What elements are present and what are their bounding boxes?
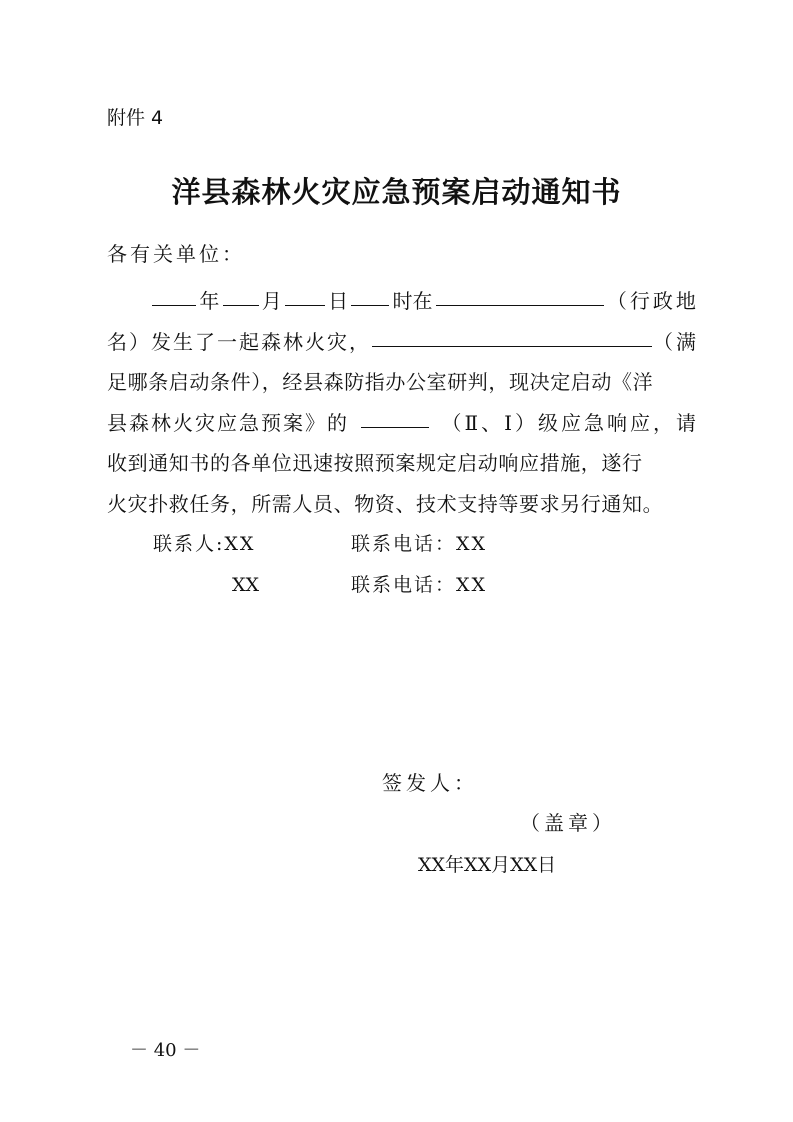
body-line-5: 收到通知书的各单位迅速按照预案规定启动响应措施，遂行	[107, 451, 643, 475]
body-line-2	[107, 322, 699, 363]
seal-label: （盖章）	[520, 811, 616, 835]
body-line-3: 足哪条启动条件），经县森防指办公室研判，现决定启动《洋	[107, 370, 654, 394]
hour-label: 时在	[392, 289, 433, 313]
contact-phone-2: 联系电话：XX	[351, 573, 488, 596]
line4-tail: （Ⅱ、Ⅰ）级应急响应，请	[441, 410, 699, 435]
body-line-6: 火灾扑救任务，所需人员、物资、技术支持等要求另行通知。	[107, 491, 664, 516]
location-blank	[436, 281, 604, 306]
level-blank	[361, 403, 429, 428]
body-line-4	[107, 403, 699, 444]
year-blank	[152, 281, 196, 306]
contact-person-1: 联系人:XX	[153, 533, 256, 555]
contact-person-2: XX	[232, 573, 260, 596]
line2-tail: （满	[653, 329, 699, 354]
line1-tail: （行政地	[606, 289, 699, 313]
notice-body	[107, 281, 699, 605]
line4-head: 县森林火灾应急预案》的	[107, 410, 349, 435]
day-label: 日	[328, 289, 349, 313]
page-number: － 40 －	[130, 1040, 201, 1061]
month-blank	[223, 281, 259, 306]
salutation: 各有关单位：	[107, 242, 245, 266]
body-line-1	[107, 281, 699, 322]
day-blank	[285, 281, 325, 306]
issue-date: XX年XX月XX日	[418, 854, 557, 876]
contact-row-2	[107, 565, 699, 606]
year-label: 年	[199, 289, 220, 313]
document-title: 洋县森林火灾应急预案启动通知书	[171, 175, 622, 209]
contact-row-1	[107, 524, 699, 565]
attachment-label: 附件 4	[107, 107, 164, 129]
hour-blank	[351, 281, 389, 306]
signer-label: 签发人：	[382, 771, 478, 795]
month-label: 月	[261, 289, 282, 313]
line2-head: 名）发生了一起森林火灾，	[107, 329, 371, 354]
condition-blank	[372, 322, 652, 347]
contact-phone-1: 联系电话：XX	[351, 533, 488, 555]
